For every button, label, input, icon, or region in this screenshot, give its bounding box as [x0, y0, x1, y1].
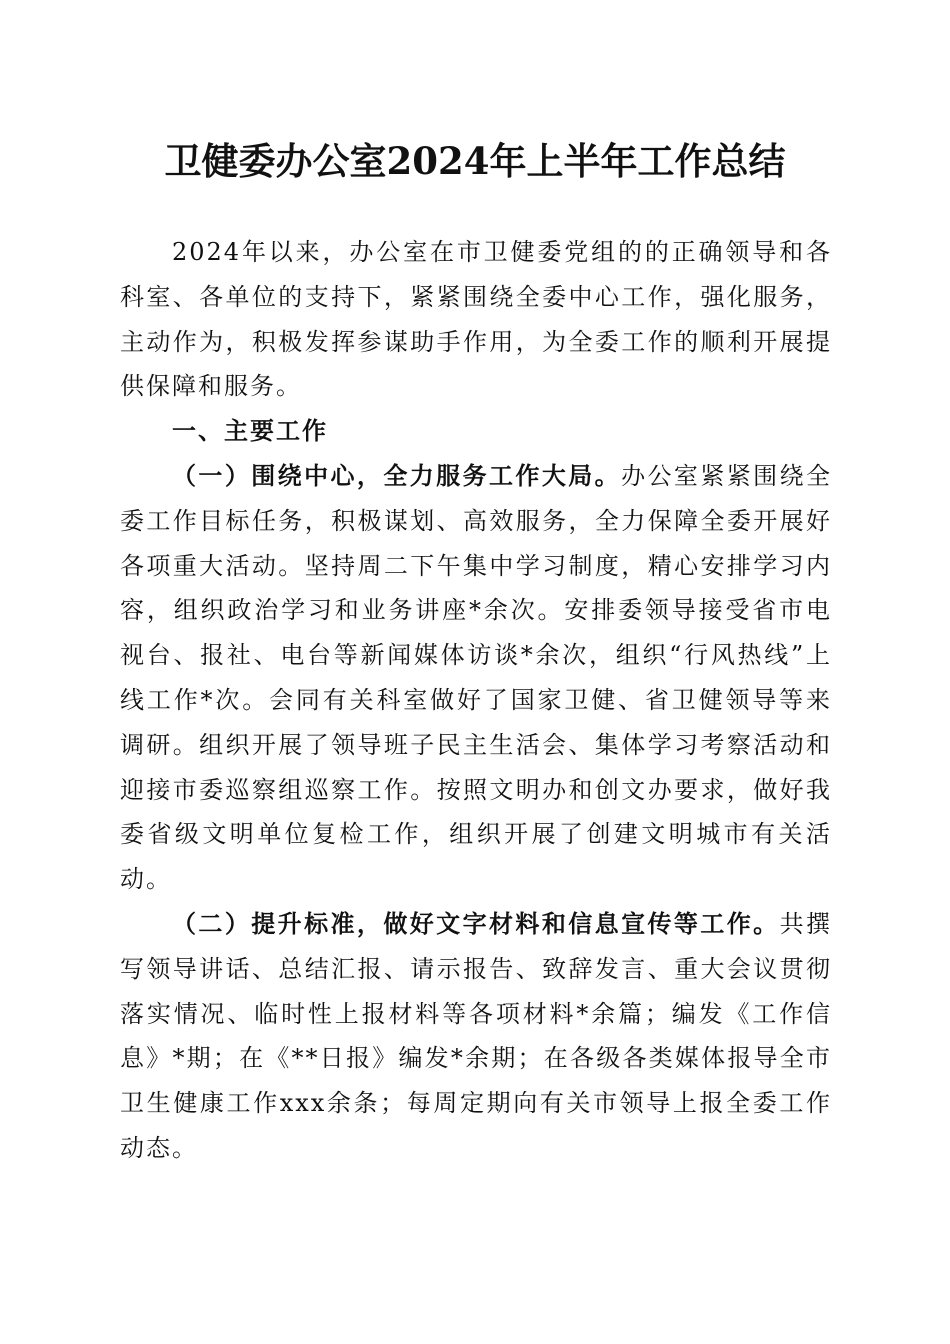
item-2-paragraph: [120, 902, 832, 1171]
item-1-text: 办公室紧紧围绕全委工作目标任务，积极谋划、高效服务，全力保障全委开展好各项重大活动。坚持周二下午集中学习制度，精心安排学习内容，组织政治学习和业务讲座*余次。安排委领导接受省市电视台、报社、电台等新闻媒体访谈*余次，组织“行风热线”上线工作*次。会同有关科室做好了国家卫健、省卫健领导等来调研。组织开展了领导班子民主生活会、集体学习考察活动和迎接市委巡察组巡察工作。按照文明办和创文办要求，做好我委省级文明单位复检工作，组织开展了创建文明城市有关活动。: [120, 461, 833, 894]
item-2-text: 共撰写领导讲话、总结汇报、请示报告、致辞发言、重大会议贯彻落实情况、临时性上报材料等各项材料*余篇；编发《工作信息》*期；在《**日报》编发*余期；在各级各类媒体报导全市卫生健康工作xxx余条；每周定期向有关市领导上报全委工作动态。: [120, 909, 833, 1162]
item-1-lead: （一）围绕中心，全力服务工作大局。: [172, 461, 622, 490]
document-title: 卫健委办公室2024年上半年工作总结: [164, 139, 786, 183]
item-2-lead: （二）提升标准，做好文字材料和信息宣传等工作。: [172, 909, 780, 938]
document-body: [120, 230, 832, 1171]
intro-paragraph: 2024年以来，办公室在市卫健委党组的的正确领导和各科室、各单位的支持下，紧紧围绕全委中心工作，强化服务，主动作为，积极发挥参谋助手作用，为全委工作的顺利开展提供保障和服务。: [120, 238, 832, 401]
item-1-paragraph: [120, 454, 832, 902]
section-heading-main-work: 一、主要工作: [172, 417, 328, 446]
